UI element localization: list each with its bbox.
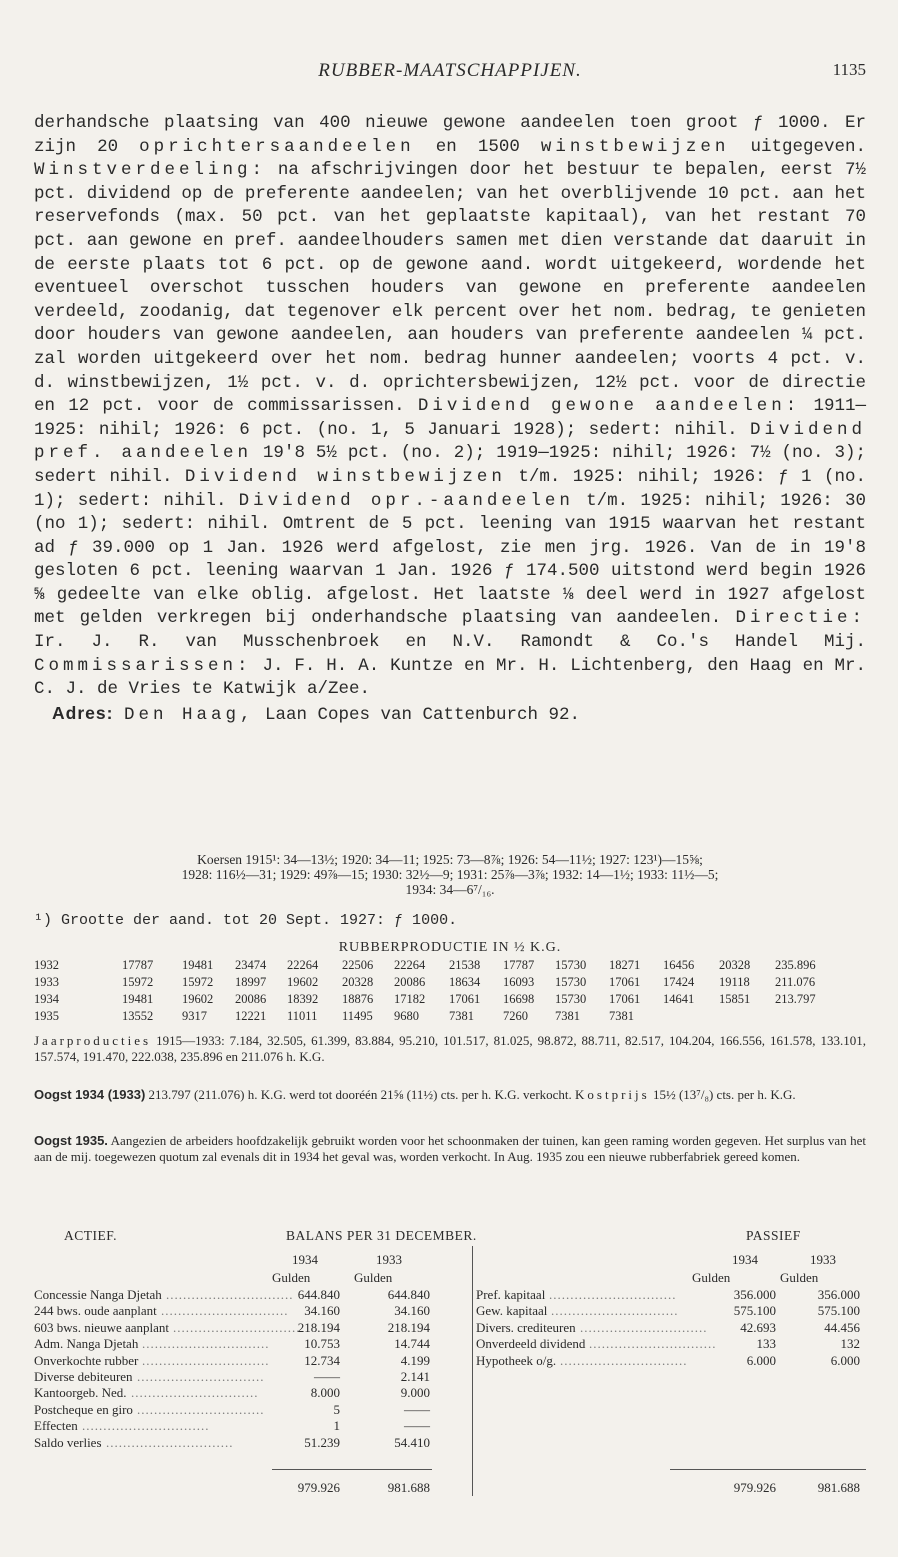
value-1933: 132 [840, 1336, 860, 1352]
balance-label: Pref. kapitaal [476, 1287, 546, 1302]
value-1934: 34.160 [304, 1303, 340, 1319]
address-label: Adres: [52, 702, 114, 723]
table-year-cell: 1935 [34, 1009, 59, 1023]
table-cell: 7381 [555, 1009, 580, 1023]
table-cell: 11011 [287, 1009, 318, 1023]
value-1933: 44.456 [824, 1319, 860, 1335]
leader-dots: .............................. [142, 1336, 270, 1352]
leader-dots: .............................. [580, 1319, 708, 1335]
list-item [34, 1435, 470, 1451]
balance-label: Effecten [34, 1418, 78, 1434]
table-row [34, 1008, 866, 1025]
leader-dots: .............................. [142, 1352, 270, 1368]
balance-label: Concessie Nanga Djetah [34, 1287, 162, 1302]
table-cell: 15972 [182, 975, 214, 989]
leader-dots: .............................. [106, 1434, 234, 1450]
production-table-title: RUBBERPRODUCTIE IN ½ K.G. [338, 940, 562, 955]
leader-dots: .............................. [549, 1287, 677, 1302]
value-1934: 356.000 [733, 1287, 776, 1302]
value-1933: 356.000 [817, 1287, 860, 1302]
value-1934: 218.194 [297, 1319, 340, 1335]
value-1933: —— [404, 1418, 430, 1434]
table-cell: 17182 [394, 992, 426, 1006]
value-1934: 6.000 [746, 1352, 776, 1368]
table-cell: 22506 [342, 958, 374, 972]
table-cell: 20086 [394, 975, 426, 989]
table-cell: 22264 [394, 958, 426, 972]
table-cell: 20328 [342, 975, 374, 989]
table-year-cell: 1933 [34, 975, 59, 989]
table-cell [775, 1008, 866, 1025]
leader-dots: .............................. [589, 1336, 717, 1352]
value-1934: 51.239 [304, 1434, 340, 1450]
company-paragraph: derhandsche plaatsing van 400 nieuwe gewone aandeelen toen groot ƒ 1000. Er zijn 20 oprichtersaandeelen en 1500 winstbewijzen uitgegeven. Winstverdeeling: na afschrijvingen door het bestuur te bepalen, eerst 7½ pct. dividend op de preferente aandeelen; van het overblijvende 10 pct. aan het reservefonds (max. 50 pct. van het geplaatste kapitaal), van het restant 70 pct. aan gewone en pref. aandeelhouders samen met dien verstande dat daaruit in de eerste plaats tot 6 pct. op de gewone aand. wordt uitgekeerd, wordende het eventueel overschot tusschen houders van gewone en preferente aandeelen verdeeld, zoodanig, dat tegenover elk percent over het nom. bedrag, te genieten door houders van gewone aandeelen, aan houders van preferente aandeelen ¼ pct. zal worden uitgekeerd over het nom. bedrag hunner aandeelen; voorts 4 pct. v. d. winstbewijzen, 1½ pct. v. d. oprichtersbewijzen, 12½ pct. voor de directie en 12 pct. voor de commissarissen. Dividend gewone aandeelen: 1911—1925: nihil; 1926: 6 pct. (no. 1, 5 Januari 1928); sedert: nihil. Dividend pref. aandeelen 19'8 5½ pct. (no. 2); 1919—1925: nihil; 1926: 7½ (no. 3); sedert nihil. Dividend winstbewijzen t/m. 1925: nihil; 1926: ƒ 1 (no. 1); sedert: nihil. Dividend opr.-aandeelen t/m. 1925: nihil; 1926: 30 (no 1); sedert: nihil. Omtrent de 5 pct. leening van 1915 waarvan het restant ad ƒ 39.000 op 1 Jan. 1926 werd afgelost, zie men jrg. 1926. Van de in 19'8 gesloten 6 pct. leening waarvan 1 Jan. 1926 ƒ 174.500 uitstond werd begin 1926 ⅝ gedeelte van elke oblig. afgelost. Het laatste ⅛ deel werd in 1927 afgelost met gelden verkregen bij onderhandsche plaatsing van aandeelen. Directie: Ir. J. R. van Musschenbroek en N.V. Ramondt & Co.'s Handel Mij. Commissarissen: J. F. H. A. Kuntze en Mr. H. Lichtenberg, den Haag en Mr. C. J. de Vries te Katwijk a/Zee. [34, 113, 867, 700]
harvest-1934-label: Oogst 1934 (1933) [34, 1087, 146, 1102]
table-cell: 15730 [555, 992, 587, 1006]
assets-total-rule [272, 1469, 432, 1470]
table-row [34, 991, 866, 1008]
list-item [34, 1369, 470, 1385]
balance-divider [472, 1246, 473, 1496]
table-cell [719, 1008, 775, 1025]
footnote: ¹) Grootte der aand. tot 20 Sept. 1927: ƒ 1000. [34, 912, 458, 929]
leader-dots: .............................. [560, 1352, 688, 1368]
harvest-1934: Oogst 1934 (1933) 213.797 (211.076) h. K.G. werd tot dooréén 21⅝ (11½) cts. per h. K.G. verkocht. Kostprijs 15½ (13⁷/₈) cts. per h. K.G. [34, 1087, 796, 1102]
leader-dots: .............................. [166, 1287, 294, 1302]
table-cell: 14641 [663, 992, 695, 1006]
table-cell: 16698 [503, 992, 535, 1006]
table-cell: 23474 [235, 958, 267, 972]
table-cell: 12221 [235, 1009, 267, 1023]
balance-label: Gew. kapitaal [476, 1303, 548, 1319]
balance-label: Onverkochte rubber [34, 1352, 139, 1368]
list-item [34, 1402, 470, 1418]
list-item [34, 1418, 470, 1434]
assets-list [34, 1287, 470, 1451]
table-cell: 9317 [182, 1009, 207, 1023]
value-1933: 218.194 [387, 1319, 430, 1335]
leader-dots: .............................. [131, 1385, 259, 1401]
table-cell: 18634 [449, 975, 481, 989]
leader-dots: .............................. [137, 1368, 265, 1384]
table-cell: 235.896 [775, 958, 816, 972]
page-number: 1135 [832, 60, 866, 79]
value-1934: 133 [756, 1336, 776, 1352]
value-1933: 34.160 [394, 1303, 430, 1319]
list-item [454, 1303, 866, 1319]
value-1933: 4.199 [400, 1352, 430, 1368]
value-1933: 54.410 [394, 1434, 430, 1450]
assets-title: ACTIEF. [64, 1228, 118, 1243]
table-year-cell: 1932 [34, 958, 59, 972]
harvest-1935: Oogst 1935. Aangezien de arbeiders hoofdzakelijk gebruikt worden voor het schoonmaken der tuinen, kan geen raming worden gegeven. Het surplus van het aan de mij. toegewezen quotum zal evenals dit in 1934 het geval was, worden verkocht. In Aug. 1935 zou een nieuwe rubberfabriek gereed komen. [34, 1133, 866, 1164]
list-item [34, 1353, 470, 1369]
table-cell: 7381 [609, 1009, 634, 1023]
table-row [34, 974, 866, 991]
address-line: Adres: Den Haag, Laan Copes van Cattenburch 92. [52, 702, 581, 725]
list-item [34, 1336, 470, 1352]
leader-dots: .............................. [173, 1319, 301, 1335]
table-cell: 17061 [449, 992, 481, 1006]
table-cell: 17787 [122, 958, 154, 972]
value-1934: 12.734 [304, 1352, 340, 1368]
table-cell: 18271 [609, 958, 641, 972]
liabilities-list [454, 1287, 866, 1369]
table-cell: 19602 [182, 992, 214, 1006]
list-item [34, 1320, 470, 1336]
share-prices: Koersen 1915¹: 34—13½; 1920: 34—11; 1925: 73—8⅞; 1926: 54—11½; 1927: 123¹)—15⅝; 1928: 116½—31; 1929: 49⅞—15; 1930: 32½—9; 1931: 25⅞—3⅞; 1932: 14—1½; 1933: 11½—5; 1934: 34—6⁷/₁₆. [181, 852, 719, 897]
running-header [34, 60, 866, 86]
value-1933: 9.000 [400, 1385, 430, 1401]
value-1934: 575.100 [733, 1303, 776, 1319]
value-1933: 6.000 [830, 1352, 860, 1368]
table-cell: 7260 [503, 1009, 528, 1023]
value-1933: 14.744 [394, 1336, 430, 1352]
table-cell: 17787 [503, 958, 535, 972]
balance-label: Kantoorgeb. Ned. [34, 1385, 127, 1401]
value-1933: 2.141 [400, 1368, 430, 1384]
table-cell: 18997 [235, 975, 267, 989]
liabilities-total-rule [670, 1469, 866, 1470]
table-cell: 16456 [663, 958, 695, 972]
value-1934: 10.753 [304, 1336, 340, 1352]
annual-productions: Jaarproducties 1915—1933: 7.184, 32.505, 61.399, 83.884, 95.210, 101.517, 81.025, 98.872, 88.711, 82.517, 104.204, 166.556, 161.578, 133.101, 157.574, 191.470, 222.038, 235.896 en 211.076 h. K.G. [34, 1033, 866, 1064]
table-cell: 16093 [503, 975, 535, 989]
table-cell: 20328 [719, 958, 751, 972]
list-item [454, 1320, 866, 1336]
list-item [34, 1303, 470, 1319]
table-cell: 18876 [342, 992, 374, 1006]
list-item [34, 1385, 470, 1401]
balance-label: Diverse debiteuren [34, 1368, 133, 1384]
value-1934: 1 [333, 1418, 340, 1434]
liabilities-title: PASSIEF [746, 1228, 801, 1243]
balance-label: Onverdeeld dividend [476, 1336, 586, 1352]
list-item [34, 1287, 470, 1303]
value-1933: —— [404, 1401, 430, 1417]
table-cell: 15730 [555, 975, 587, 989]
value-1934: 5 [333, 1401, 340, 1417]
section-title: RUBBER-MAATSCHAPPIJEN. [318, 60, 582, 81]
table-cell: 15851 [719, 992, 751, 1006]
value-1934: 42.693 [740, 1319, 776, 1335]
value-1934: 8.000 [310, 1385, 340, 1401]
table-cell: 13552 [122, 1009, 154, 1023]
table-cell: 20086 [235, 992, 267, 1006]
table-cell: 7381 [449, 1009, 474, 1023]
table-cell: 19118 [719, 975, 750, 989]
table-cell: 18392 [287, 992, 319, 1006]
balance-label: Saldo verlies [34, 1434, 102, 1450]
table-cell: 11495 [342, 1009, 373, 1023]
table-cell [663, 1008, 719, 1025]
balance-header [34, 1228, 866, 1246]
value-1933: 644.840 [387, 1287, 430, 1302]
value-1934: —— [314, 1368, 340, 1384]
production-table [34, 957, 866, 1025]
table-cell: 19481 [182, 958, 214, 972]
list-item [454, 1353, 866, 1369]
table-cell: 213.797 [775, 992, 816, 1006]
table-cell: 15730 [555, 958, 587, 972]
list-item [454, 1287, 866, 1303]
table-cell: 19602 [287, 975, 319, 989]
table-cell: 211.076 [775, 975, 816, 989]
table-cell: 17424 [663, 975, 695, 989]
balance-label: Postcheque en giro [34, 1401, 133, 1417]
balance-label: Adm. Nanga Djetah [34, 1336, 139, 1352]
table-cell: 22264 [287, 958, 319, 972]
main-text [34, 112, 866, 727]
balance-label: 603 bws. nieuwe aanplant [34, 1319, 170, 1335]
table-cell: 9680 [394, 1009, 419, 1023]
balance-label: Divers. crediteuren [476, 1319, 576, 1335]
harvest-1935-label: Oogst 1935. [34, 1133, 108, 1148]
leader-dots: .............................. [551, 1303, 679, 1319]
table-row [34, 957, 866, 974]
balance-label: 244 bws. oude aanplant [34, 1303, 157, 1319]
balance-label: Hypotheek o/g. [476, 1352, 557, 1368]
table-cell: 15972 [122, 975, 154, 989]
value-1934: 644.840 [297, 1287, 340, 1302]
table-cell: 17061 [609, 992, 641, 1006]
leader-dots: .............................. [161, 1303, 289, 1319]
list-item [454, 1336, 866, 1352]
table-cell: 19481 [122, 992, 154, 1006]
table-cell: 21538 [449, 958, 481, 972]
value-1933: 575.100 [817, 1303, 860, 1319]
table-cell: 17061 [609, 975, 641, 989]
balance-title: BALANS PER 31 DECEMBER. [286, 1228, 477, 1243]
leader-dots: .............................. [82, 1418, 210, 1434]
leader-dots: .............................. [137, 1401, 265, 1417]
table-year-cell: 1934 [34, 992, 59, 1006]
